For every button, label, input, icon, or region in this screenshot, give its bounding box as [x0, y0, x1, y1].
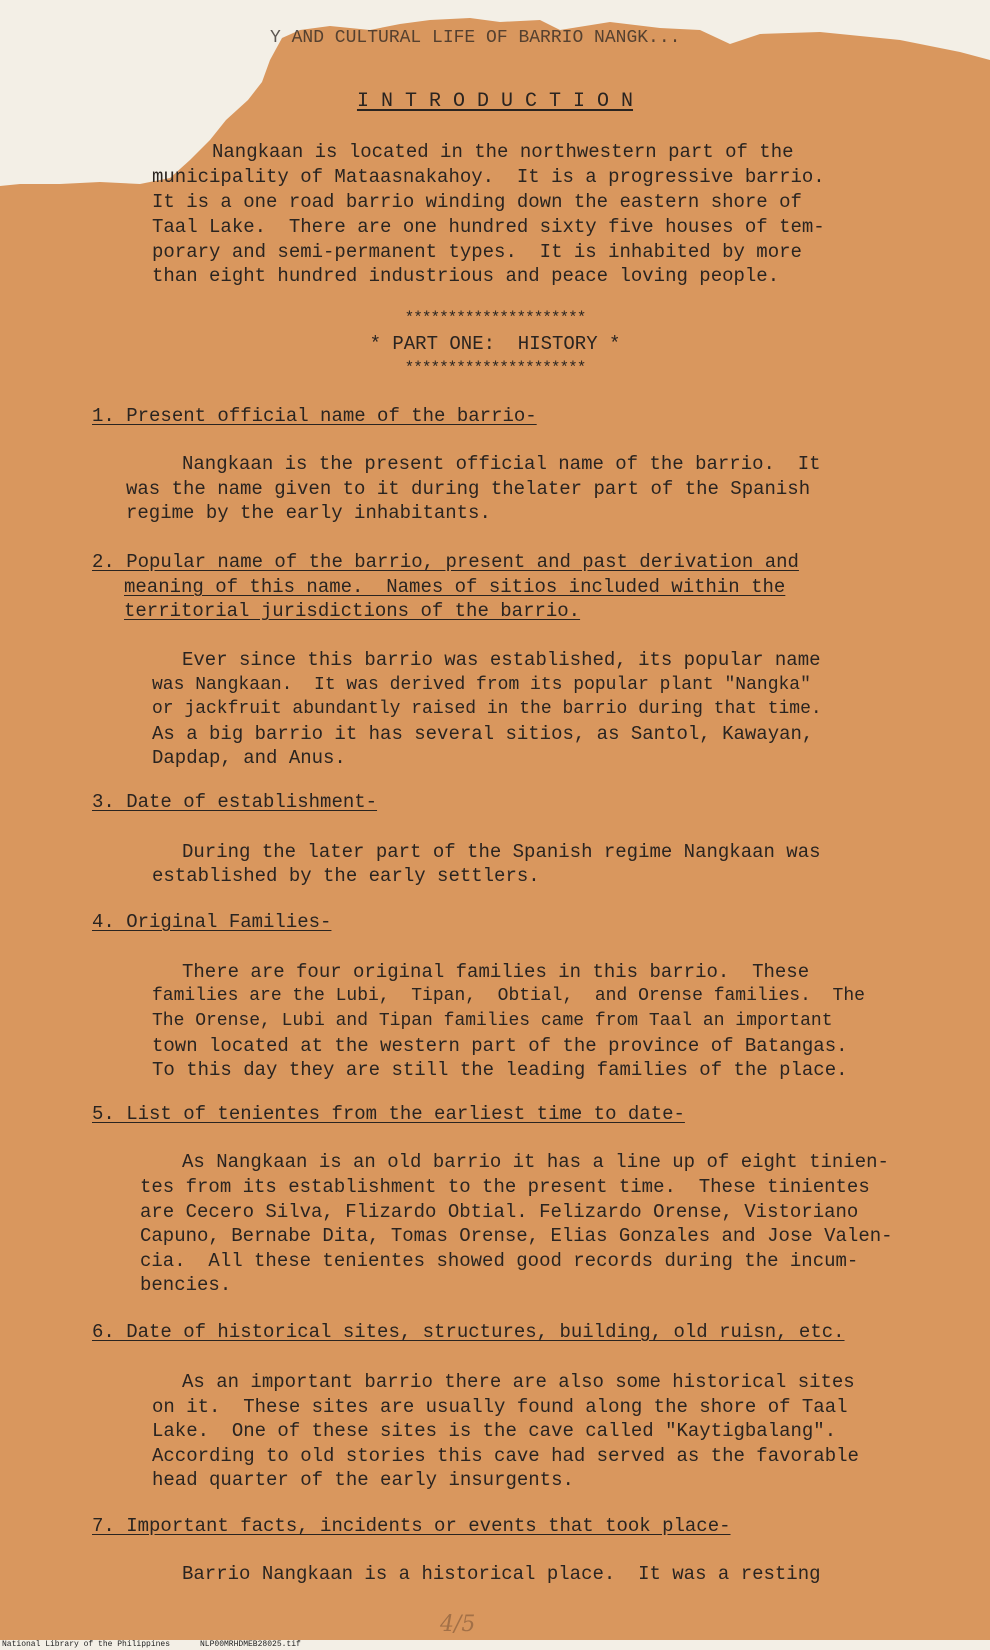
document-title-fragment: Y AND CULTURAL LIFE OF BARRIO NANGK...: [270, 28, 681, 48]
section-3-body-line: established by the early settlers.: [152, 865, 540, 887]
section-5-body-line: Capuno, Bernabe Dita, Tomas Orense, Elias Gonzales and Jose Valen-: [140, 1225, 893, 1247]
section-2-body-line: Ever since this barrio was established, its popular name: [182, 649, 821, 671]
section-6-body-line: As an important barrio there are also some historical sites: [182, 1371, 855, 1393]
section-4-body-line: The Orense, Lubi and Tipan families came from Taal an important: [152, 1011, 833, 1031]
footer-library-name: National Library of the Philippines: [2, 1640, 171, 1649]
section-4-heading: 4. Original Families-: [92, 911, 332, 933]
intro-line: than eight hundred industrious and peace loving people.: [152, 265, 780, 287]
section-6-body-line: head quarter of the early insurgents.: [152, 1469, 574, 1491]
scan-footer: [0, 1640, 990, 1650]
section-2-body-line: As a big barrio it has several sitios, as Santol, Kawayan,: [152, 723, 814, 745]
section-5-body-line: bencies.: [140, 1274, 232, 1296]
intro-line: It is a one road barrio winding down the eastern shore of: [152, 191, 802, 213]
intro-line: porary and semi-permanent types. It is inhabited by more: [152, 241, 802, 263]
section-3-body-line: During the later part of the Spanish regime Nangkaan was: [182, 841, 821, 863]
section-2-heading: meaning of this name. Names of sitios included within the: [124, 576, 786, 598]
section-4-body-line: town located at the western part of the province of Batangas.: [152, 1035, 848, 1057]
section-5-heading: 5. List of tenientes from the earliest time to date-: [92, 1103, 685, 1125]
section-4-body-line: To this day they are still the leading families of the place.: [152, 1059, 848, 1081]
intro-line: municipality of Mataasnakahoy. It is a progressive barrio.: [152, 166, 825, 188]
section-2-body-line: was Nangkaan. It was derived from its popular plant "Nangka": [152, 675, 811, 695]
introduction-heading: I N T R O D U C T I O N: [356, 90, 634, 113]
intro-line: Taal Lake. There are one hundred sixty five houses of tem-: [152, 216, 825, 238]
part-one-stars-bottom: *********************: [404, 359, 586, 377]
part-one-stars-top: *********************: [404, 309, 586, 327]
section-4-body-line: There are four original families in this barrio. These: [182, 961, 810, 983]
section-2-heading: 2. Popular name of the barrio, present and past derivation and: [92, 551, 799, 573]
section-6-body-line: Lake. One of these sites is the cave called "Kaytigbalang".: [152, 1420, 837, 1442]
section-5-body-line: cia. All these tenientes showed good records during the incum-: [140, 1250, 859, 1272]
section-5-body-line: are Cecero Silva, Flizardo Obtial. Felizardo Orense, Vistoriano: [140, 1201, 859, 1223]
section-1-body-line: was the name given to it during thelater part of the Spanish: [126, 478, 811, 500]
section-5-body-line: tes from its establishment to the present time. These tinientes: [140, 1176, 870, 1198]
part-one-title: * PART ONE: HISTORY *: [369, 333, 621, 355]
section-6-body-line: on it. These sites are usually found along the shore of Taal: [152, 1396, 848, 1418]
section-1-body-line: Nangkaan is the present official name of the barrio. It: [182, 453, 821, 475]
footer-file-name: NLP00MRHDMEB28025.tif: [200, 1640, 301, 1649]
handwritten-page-number: 4/5: [440, 1612, 476, 1637]
section-1-body-line: regime by the early inhabitants.: [126, 502, 491, 524]
section-1-heading: 1. Present official name of the barrio-: [92, 405, 537, 427]
section-5-body-line: As Nangkaan is an old barrio it has a line up of eight tinien-: [182, 1151, 889, 1173]
section-6-heading: 6. Date of historical sites, structures, building, old ruisn, etc.: [92, 1321, 845, 1343]
section-2-heading: territorial jurisdictions of the barrio.: [124, 600, 581, 622]
section-4-body-line: families are the Lubi, Tipan, Obtial, and Orense families. The: [152, 986, 865, 1006]
section-7-body-line: Barrio Nangkaan is a historical place. It was a resting: [182, 1563, 821, 1585]
section-7-heading: 7. Important facts, incidents or events that took place-: [92, 1515, 731, 1537]
section-3-heading: 3. Date of establishment-: [92, 791, 378, 813]
section-2-body-line: Dapdap, and Anus.: [152, 747, 346, 769]
section-2-body-line: or jackfruit abundantly raised in the barrio during that time.: [152, 699, 822, 719]
intro-line: Nangkaan is located in the northwestern part of the: [212, 141, 794, 163]
section-6-body-line: According to old stories this cave had served as the favorable: [152, 1445, 859, 1467]
